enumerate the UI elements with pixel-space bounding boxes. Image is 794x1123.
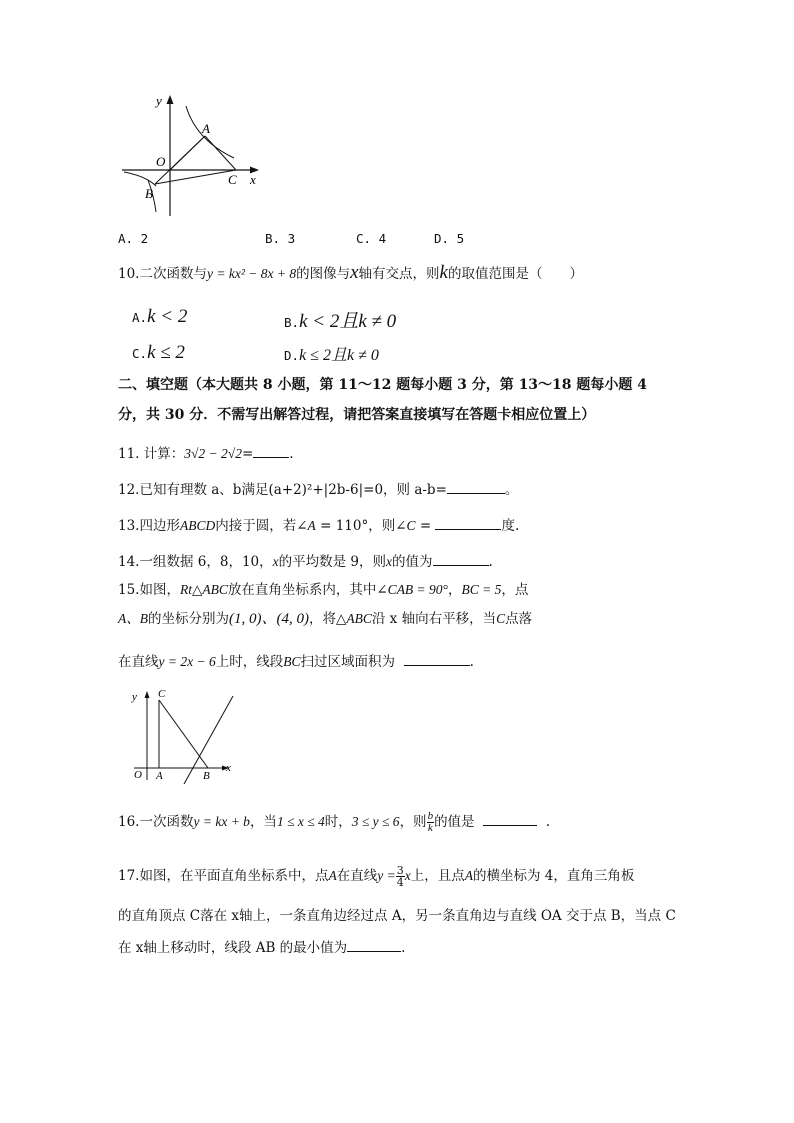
q16-denominator: k <box>427 822 433 834</box>
q14-pre: 14.一组数据 6，8，10， <box>118 554 273 570</box>
fig15-label-a: A <box>156 770 163 782</box>
q15-l1-sep: ， <box>447 582 462 598</box>
q17-func-x: x <box>404 868 411 883</box>
q17-numerator: 3 <box>396 864 404 877</box>
q13-angle-a: A <box>307 518 316 533</box>
q13-answer-blank[interactable] <box>435 517 501 530</box>
q12-text: 12.已知有理数 a、b满足(a+2)²+|2b-6|=0，则 a-b= <box>118 482 447 498</box>
q17-answer-blank[interactable] <box>347 939 401 952</box>
fig9-label-a: A <box>202 121 210 136</box>
q10-option-b-text: k < 2且k ≠ 0 <box>299 311 397 332</box>
q17-l1-pre: 17.如图，在平面直角坐标系中，点 <box>118 868 329 884</box>
q11-answer-blank[interactable] <box>253 445 289 458</box>
q15-bc: BC = 5 <box>461 582 502 597</box>
q14-answer-blank[interactable] <box>433 553 489 566</box>
q9-figure <box>118 92 268 222</box>
q15-end: . <box>469 654 474 670</box>
q15-line-eq: y = 2x − 6 <box>158 654 216 669</box>
section2-heading-line1: 二、填空题（本大题共 8 小题，第 11～12 题每小题 3 分，第 13～18 题每小题 4 <box>118 377 648 393</box>
fig9-label-y: y <box>156 93 162 108</box>
fig15-segment-bc <box>159 700 208 768</box>
q16-post: 的值是 <box>434 814 475 830</box>
q9-option-d: D. 5 <box>434 231 465 246</box>
q17-l1-post: 上，且点 <box>410 868 465 884</box>
q10-stem-post: 的取值范围是（ ） <box>447 266 583 282</box>
q17-func-lhs: y = <box>377 868 396 883</box>
q11-pre: 11. 计算： <box>118 446 185 462</box>
q9-option-c: C. 4 <box>356 231 387 246</box>
fig15-label-x: x <box>226 762 231 774</box>
q15-l3-pre: 在直线 <box>118 654 159 670</box>
q15-l1-mid: 放在直角坐标系内，其中 <box>227 582 377 598</box>
q17-line3 <box>118 936 405 956</box>
q15-points: A、B <box>118 611 148 626</box>
q16-end: . <box>545 814 551 830</box>
fig9-label-c: C <box>228 172 237 187</box>
q15-line1 <box>118 578 528 598</box>
q17-l1-end: 的横坐标为 4，直角三角板 <box>472 868 635 884</box>
q16-numerator: b <box>427 810 434 822</box>
q15-l2-mid2: ，将△ <box>308 611 347 627</box>
q10-stem-pre: 10.二次函数与 <box>118 266 207 282</box>
q16-fraction <box>427 811 435 834</box>
q9-option-a: A. 2 <box>118 231 149 246</box>
q11-end: . <box>289 446 294 462</box>
q13-eq: = <box>415 518 436 534</box>
section2-heading-line2: 分，共 30 分．不需写出解答过程，请把答案直接填写在答题卡相应位置上） <box>118 407 596 423</box>
q15-l1-pre: 15.如图， <box>118 582 180 598</box>
q14-mid: 的平均数是 9，则 <box>278 554 387 570</box>
q10-axis: x <box>350 262 359 283</box>
q17-a2: A <box>464 868 473 883</box>
q16 <box>118 810 550 834</box>
fig15-y-arrow <box>145 691 150 698</box>
q10-function: y = kx² − 8x + 8 <box>206 266 297 281</box>
fig15-label-b: B <box>203 770 210 782</box>
q10-option-a-text: k < 2 <box>147 306 188 327</box>
q13 <box>118 514 519 534</box>
q10-option-d <box>284 342 379 365</box>
fig9-segment-ac <box>205 136 236 170</box>
q15-abc: ABC <box>346 611 372 626</box>
q17-l3-pre: 在 x轴上移动时，线段 AB 的最小值为 <box>118 940 348 956</box>
fig9-y-arrow <box>167 95 174 104</box>
q16-function: y = kx + b <box>193 814 250 829</box>
q14-end: . <box>488 554 493 570</box>
q13-mid: 内接于圆，若∠ <box>215 518 308 534</box>
q12 <box>118 478 518 498</box>
q15-triangle: Rt△ABC <box>179 582 228 597</box>
q13-value: = 110°，则∠ <box>315 518 407 534</box>
q10-option-d-text: k ≤ 2且k ≠ 0 <box>299 347 379 364</box>
q15-l3-mid: 上时，线段 <box>215 654 284 670</box>
fig9-hyperbola-q1 <box>186 106 234 158</box>
q11 <box>118 442 294 462</box>
fig15-label-y: y <box>132 691 137 703</box>
q15-coords: (1, 0)、(4, 0) <box>229 611 309 627</box>
q13-quadrilateral: ABCD <box>179 518 216 533</box>
fig15-label-o: O <box>134 769 142 781</box>
q16-range-x: 1 ≤ x ≤ 4 <box>276 814 325 829</box>
q12-end: 。 <box>504 482 519 498</box>
q10-option-a-label: A. <box>132 310 148 325</box>
fig9-label-o: O <box>156 154 166 169</box>
q14 <box>118 550 493 570</box>
q17-end: . <box>401 940 406 956</box>
q10-stem-mid2: 轴有交点，则 <box>358 266 440 282</box>
q15-l2-mid: 的坐标分别为 <box>148 611 229 627</box>
fig15-label-c: C <box>158 688 166 700</box>
q16-s1: ，当 <box>249 814 277 830</box>
q10-option-c <box>132 342 185 364</box>
q16-answer-blank[interactable] <box>483 813 537 826</box>
q16-pre: 16.一次函数 <box>118 814 194 830</box>
q15-l2-post: 沿 x 轴向右平移，当 <box>371 611 497 627</box>
q15-l2-end: 点落 <box>505 611 533 627</box>
q13-angle-c: C <box>406 518 416 533</box>
q13-end: 度. <box>501 518 520 534</box>
q10-option-d-label: D. <box>284 348 300 363</box>
q10-option-a <box>132 306 187 328</box>
q10-option-b-label: B. <box>284 315 300 330</box>
q14-x: x <box>272 554 279 569</box>
q11-expression: 3√2 − 2√2 <box>184 446 242 461</box>
q17-l1-mid: 在直线 <box>336 868 378 884</box>
q10-variable: k <box>439 262 448 283</box>
q15-answer-blank[interactable] <box>404 653 470 666</box>
q17-a: A <box>328 868 337 883</box>
q10-option-c-text: k ≤ 2 <box>147 342 185 363</box>
fig9-label-x: x <box>250 172 256 187</box>
q13-pre: 13.四边形 <box>118 518 180 534</box>
q15-l1-post: ，点 <box>501 582 529 598</box>
q15-angle: ∠CAB = 90° <box>376 582 448 597</box>
q15-line2 <box>118 607 532 628</box>
q17-line1 <box>118 864 634 888</box>
q16-range-y: 3 ≤ y ≤ 6 <box>351 814 400 829</box>
q15-l3-post: 扫过区域面积为 <box>300 654 395 670</box>
q16-s3: ，则 <box>399 814 427 830</box>
q9-option-b: B. 3 <box>265 231 296 246</box>
q17-fraction <box>396 865 405 888</box>
q17-line2: 的直角顶点 C落在 x轴上，一条直角边经过点 A，另一条直角边与直线 OA 交于点 B，当点 C <box>118 908 676 924</box>
q12-answer-blank[interactable] <box>447 481 505 494</box>
q15-line3 <box>118 650 474 670</box>
fig9-label-b: B <box>145 186 153 201</box>
q17-denominator: 4 <box>396 876 404 889</box>
q14-x2: x <box>386 554 393 569</box>
q15-c: C <box>496 611 506 626</box>
q16-s2: 时， <box>324 814 352 830</box>
q10-stem-mid: 的图像与 <box>296 266 351 282</box>
q10-stem <box>118 262 583 284</box>
q15-bc2: BC <box>283 654 301 669</box>
q10-option-c-label: C. <box>132 346 148 361</box>
q14-post: 的值为 <box>392 554 433 570</box>
q10-option-b <box>284 306 396 333</box>
q11-equals: = <box>241 446 254 462</box>
q15-figure <box>128 686 248 786</box>
